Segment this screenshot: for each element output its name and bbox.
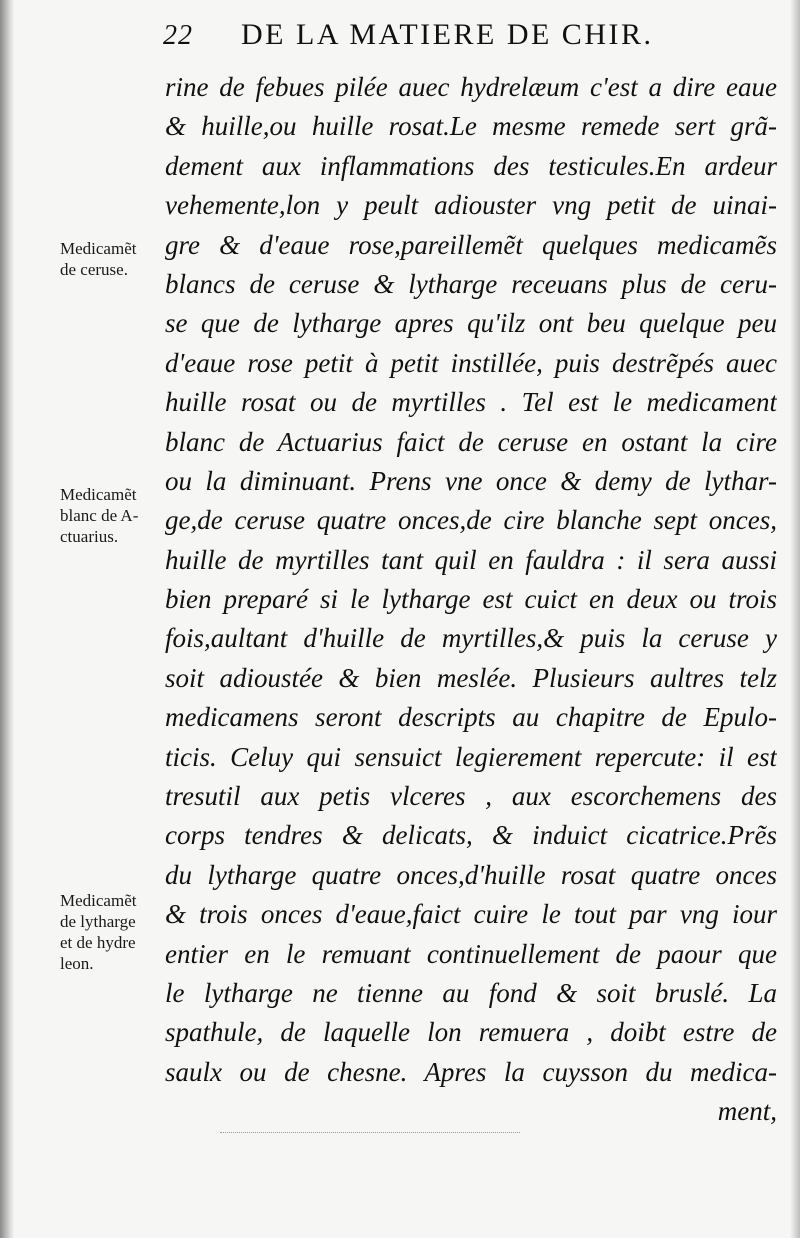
text-line: ge,de ceruse quatre onces,de cire blanche sept onces,: [165, 505, 777, 536]
text-line: se que de lytharge apres qu'ilz ont beu quelque peu: [165, 308, 777, 339]
text-line: spathule, de laquelle lon remuera , doibt estre de: [165, 1017, 777, 1048]
text-line: corps tendres & delicats, & induict cicatrice.Prẽs: [165, 820, 777, 851]
margin-note-line: blanc de A-: [60, 506, 139, 525]
body-text: [165, 68, 777, 1132]
text-line: huille de myrtilles tant quil en fauldra : il sera aussi: [165, 544, 777, 575]
page-number: 22: [163, 20, 193, 51]
margin-note-line: ctuarius.: [60, 527, 119, 546]
text-line: ticis. Celuy qui sensuict legierement repercute: il est: [165, 741, 777, 772]
margin-note-line: de lytharge: [60, 912, 136, 931]
page-edge-shadow: [790, 0, 800, 1238]
margin-note-actuarius: [60, 484, 164, 547]
text-line: saulx ou de chesne. Apres la cuysson du medica-: [165, 1056, 777, 1087]
text-line: ment,: [717, 1096, 777, 1127]
text-line: du lytharge quatre onces,d'huille rosat quatre onces: [165, 859, 777, 890]
text-line: gre & d'eaue rose,pareillemẽt quelques medicamẽs: [165, 229, 777, 260]
text-line: vehemente,lon y peult adiouster vng petit de uinai-: [165, 190, 777, 221]
page-header: [163, 18, 783, 66]
margin-note-line: Medicamẽt: [60, 891, 137, 910]
margin-note-line: Medicamẽt: [60, 485, 137, 504]
margin-note-lytharge: [60, 890, 164, 974]
text-line: & huille,ou huille rosat.Le mesme remede sert grã-: [165, 111, 777, 142]
text-line: fois,aultant d'huille de myrtilles,& puis la ceruse y: [165, 623, 777, 654]
margin-note-line: de ceruse.: [60, 260, 128, 279]
page-gutter-shadow: [0, 0, 14, 1238]
margin-note-line: Medicamẽt: [60, 239, 137, 258]
text-line: dement aux inflammations des testicules.En ardeur: [165, 150, 777, 181]
text-line: blanc de Actuarius faict de ceruse en ostant la cire: [165, 426, 777, 457]
text-line: soit adioustée & bien meslée. Plusieurs aultres telz: [165, 662, 777, 693]
text-line: blancs de ceruse & lytharge receuans plus de ceru-: [165, 268, 777, 299]
text-line: d'eaue rose petit à petit instillée, puis destrẽpés auec: [165, 347, 777, 378]
text-line: bien preparé si le lytharge est cuict en deux ou trois: [165, 584, 777, 615]
text-line: entier en le remuant continuellement de paour que: [165, 938, 777, 969]
margin-note-line: leon.: [60, 954, 94, 973]
text-line: huille rosat ou de myrtilles . Tel est le medicament: [165, 387, 777, 418]
margin-note-line: et de hydre: [60, 933, 136, 952]
margin-note-ceruse: [60, 238, 164, 280]
footer-rule: [220, 1132, 520, 1133]
text-line: rine de febues pilée auec hydrelæum c'est a dire eaue: [165, 72, 777, 102]
text-line: ou la diminuant. Prens vne once & demy de lythar-: [165, 465, 777, 496]
text-line: medicamens seront descripts au chapitre de Epulo-: [165, 702, 777, 733]
running-head: DE LA MATIERE DE CHIR.: [241, 18, 654, 51]
text-line: tresutil aux petis vlceres , aux escorchemens des: [165, 781, 777, 812]
text-line: le lytharge ne tienne au fond & soit bruslé. La: [165, 977, 777, 1008]
text-line: & trois onces d'eaue,faict cuire le tout par vng iour: [165, 899, 777, 930]
